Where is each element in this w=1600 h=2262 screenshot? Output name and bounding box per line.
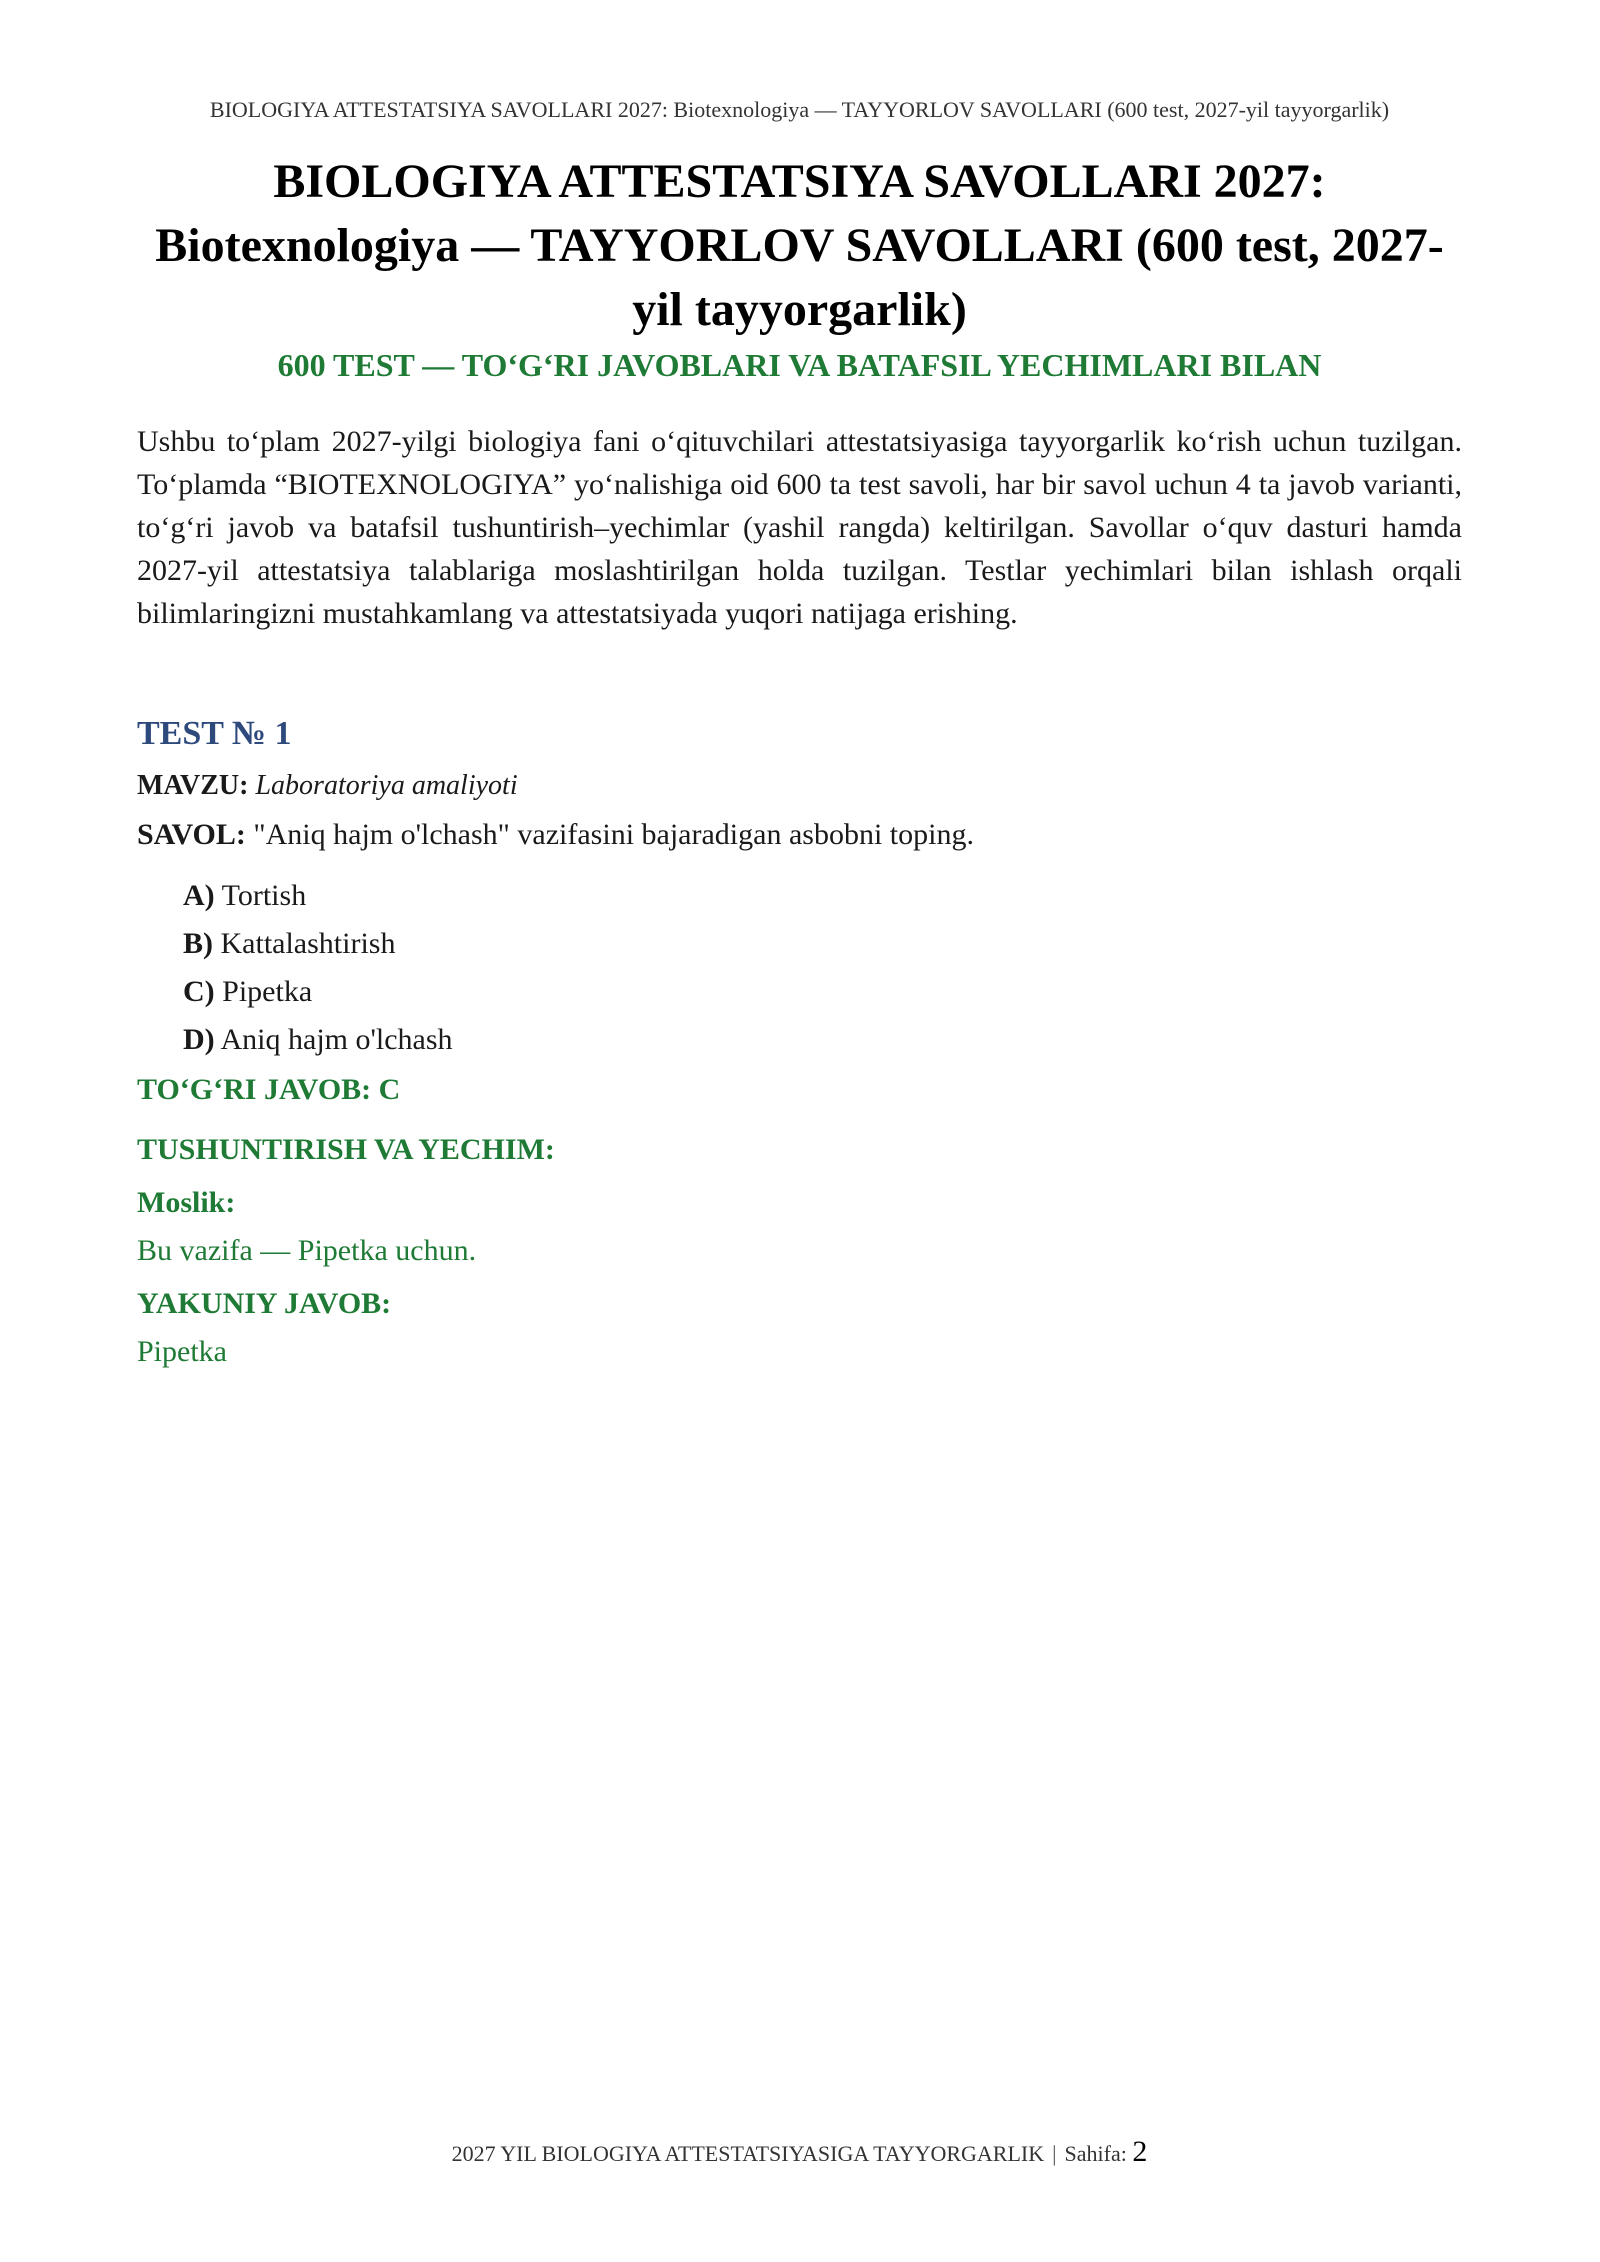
final-answer-text: Pipetka [137, 1335, 227, 1368]
footer-text: 2027 YIL BIOLOGIYA ATTESTATSIYASIGA TAYYORGARLIK [451, 2141, 1045, 2166]
page-subtitle: 600 TEST — TO‘G‘RI JAVOBLARI VA BATAFSIL YECHIMLARI BILAN [277, 347, 1322, 383]
title-line-3: yil tayyorgarlik) [632, 283, 967, 336]
explanation-heading: TUSHUNTIRISH VA YECHIM: [137, 1133, 555, 1166]
option-text: Aniq hajm o'lchash [220, 1023, 453, 1056]
option-a [183, 872, 453, 920]
question-line [137, 818, 974, 852]
intro-paragraph: Ushbu to‘plam 2027-yilgi biologiya fani o‘qituvchilari attestatsiyasiga tayyorgarlik ko‘rish uchun tuzilgan. To‘plamda “BIOTEXNOLOGIYA” yo‘nalishiga oid 600 ta test savoli, har bir savol uchun 4 ta javob varianti, to‘g‘ri javob va batafsil tushuntirish–yechimlar (yashil rangda) keltirilgan. Savollar o‘quv dasturi hamda 2027-yil attestatsiya talablariga moslashtirilgan holda tuzilgan. Testlar yechimlari bilan ishlash orqali bilimlaringizni mustahkamlang va attestatsiyada yuqori natijaga erishing. [137, 425, 1462, 630]
correct-answer: TO‘G‘RI JAVOB: C [137, 1073, 401, 1106]
test-heading: TEST № 1 [137, 715, 292, 752]
footer-separator: | [1052, 2141, 1057, 2166]
question-label: SAVOL: [137, 818, 246, 851]
option-d [183, 1016, 453, 1064]
topic-value: Laboratoriya amaliyoti [255, 770, 518, 801]
question-text: "Aniq hajm o'lchash" vazifasini bajaradigan asbobni toping. [253, 818, 974, 851]
answer-options [183, 872, 453, 1064]
footer-page-label: Sahifa: [1064, 2141, 1127, 2166]
option-c [183, 968, 453, 1016]
final-answer-label: YAKUNIY JAVOB: [137, 1287, 392, 1320]
option-letter: D) [183, 1023, 215, 1056]
option-text: Pipetka [222, 975, 313, 1008]
moslik-text: Bu vazifa — Pipetka uchun. [137, 1234, 477, 1267]
option-b [183, 920, 453, 968]
running-header: BIOLOGIYA ATTESTATSIYA SAVOLLARI 2027: Biotexnologiya — TAYYORLOV SAVOLLARI (600 test, 2027-yil tayyorgarlik) [209, 97, 1390, 122]
page-footer [137, 2135, 1462, 2169]
moslik-label: Moslik: [137, 1186, 236, 1219]
topic-line [137, 770, 518, 802]
option-letter: C) [183, 975, 215, 1008]
page-number: 2 [1132, 2135, 1148, 2168]
option-text: Tortish [221, 879, 307, 912]
option-letter: B) [183, 927, 213, 960]
option-letter: A) [183, 879, 215, 912]
option-text: Kattalashtirish [220, 927, 396, 960]
title-line-1: BIOLOGIYA ATTESTATSIYA SAVOLLARI 2027: [273, 155, 1326, 208]
page-title [137, 150, 1462, 342]
topic-label: MAVZU: [137, 770, 249, 801]
title-line-2: Biotexnologiya — TAYYORLOV SAVOLLARI (600 test, 2027- [155, 219, 1444, 272]
